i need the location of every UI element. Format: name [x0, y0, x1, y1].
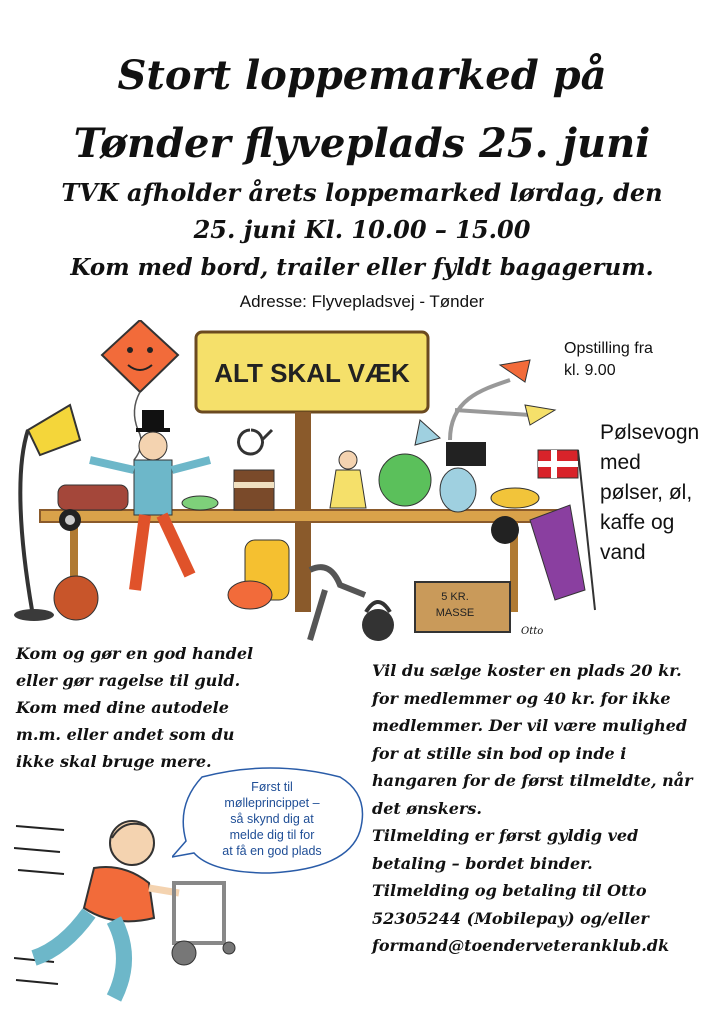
info-line: Vil du sælge koster en plads 20 kr. [372, 661, 682, 680]
ball-icon [54, 576, 98, 620]
kettlebell-icon [362, 602, 394, 641]
info-line: 52305244 (Mobilepay) og/eller [372, 908, 649, 928]
food-line: kaffe og [600, 511, 675, 534]
desk-lamp-icon [415, 360, 555, 445]
info-line: formand@toenderveteranklub.dk [372, 936, 670, 955]
price-box-line-2: MASSE [435, 607, 475, 619]
food-line: Pølsevogn [600, 421, 700, 444]
kite-icon [102, 320, 178, 460]
toy-car-icon [58, 485, 128, 531]
golf-bag-icon [530, 505, 585, 600]
left-paragraph: Kom og gør en god handel eller gør ragelse til guld. Kom med dine autodele m.m. eller andet som du ikke skal bruge mere. [16, 644, 254, 771]
info-line: Tilmelding og betaling til Otto [372, 881, 647, 900]
registration-info [372, 657, 717, 960]
sign-text: ALT SKAL VÆK [214, 358, 410, 388]
bowl-icon [182, 496, 218, 510]
info-line: det ønskers. [372, 798, 482, 818]
wheel-icon [491, 516, 519, 544]
bubble-line: så skynd dig at [230, 812, 314, 826]
info-line: for medlemmer og 40 kr. for ikke [372, 688, 671, 708]
flea-market-illustration [10, 320, 600, 650]
bring-items-line: Kom med bord, trailer eller fyldt bagagerum. [70, 254, 654, 281]
green-pot-icon [379, 454, 431, 506]
walker-icon [172, 883, 235, 965]
title-line-1: Stort loppemarked på [117, 52, 607, 99]
pan-icon [239, 430, 272, 454]
bag-icon [446, 442, 486, 466]
date-time-line: 25. juni Kl. 10.00 – 15.00 [193, 215, 531, 244]
food-line: vand [600, 541, 646, 564]
egg-vase-icon [440, 468, 476, 512]
bubble-line: at få en god plads [222, 844, 322, 858]
setup-line-2: kl. 9.00 [564, 362, 616, 379]
title-line-2: Tønder flyveplads 25. juni [73, 120, 651, 167]
setup-line-1: Opstilling fra [564, 340, 653, 357]
food-info [600, 418, 720, 568]
illustration-signature: Otto [521, 626, 544, 637]
cake-stack-icon [234, 470, 274, 510]
info-line: for at stille sin bod op inde i [372, 743, 627, 763]
info-line: medlemmer. Der vil være mulighed [372, 716, 688, 735]
running-man-icon [14, 808, 264, 1013]
price-box-line-1: 5 KR. [441, 591, 469, 603]
info-line: hangaren for de først tilmeldte, når [372, 771, 693, 790]
bubble-line: Først til [251, 780, 293, 794]
bubble-line: melde dig til for [229, 828, 315, 842]
bubble-line: mølleprincippet – [224, 796, 320, 810]
yellow-pot-icon [491, 488, 539, 508]
address: Adresse: Flyvepladsvej - Tønder [239, 292, 485, 311]
food-line: med [600, 451, 641, 474]
doll-icon [330, 451, 366, 508]
teapot-icon [228, 581, 272, 609]
info-line: Tilmelding er først gyldig ved [372, 826, 639, 845]
price-box [415, 582, 510, 632]
tool-icon [310, 567, 365, 640]
info-line: betaling – bordet binder. [372, 853, 593, 873]
organizer-line: TVK afholder årets loppemarked lørdag, den [61, 178, 663, 207]
food-line: pølser, øl, [600, 481, 693, 504]
